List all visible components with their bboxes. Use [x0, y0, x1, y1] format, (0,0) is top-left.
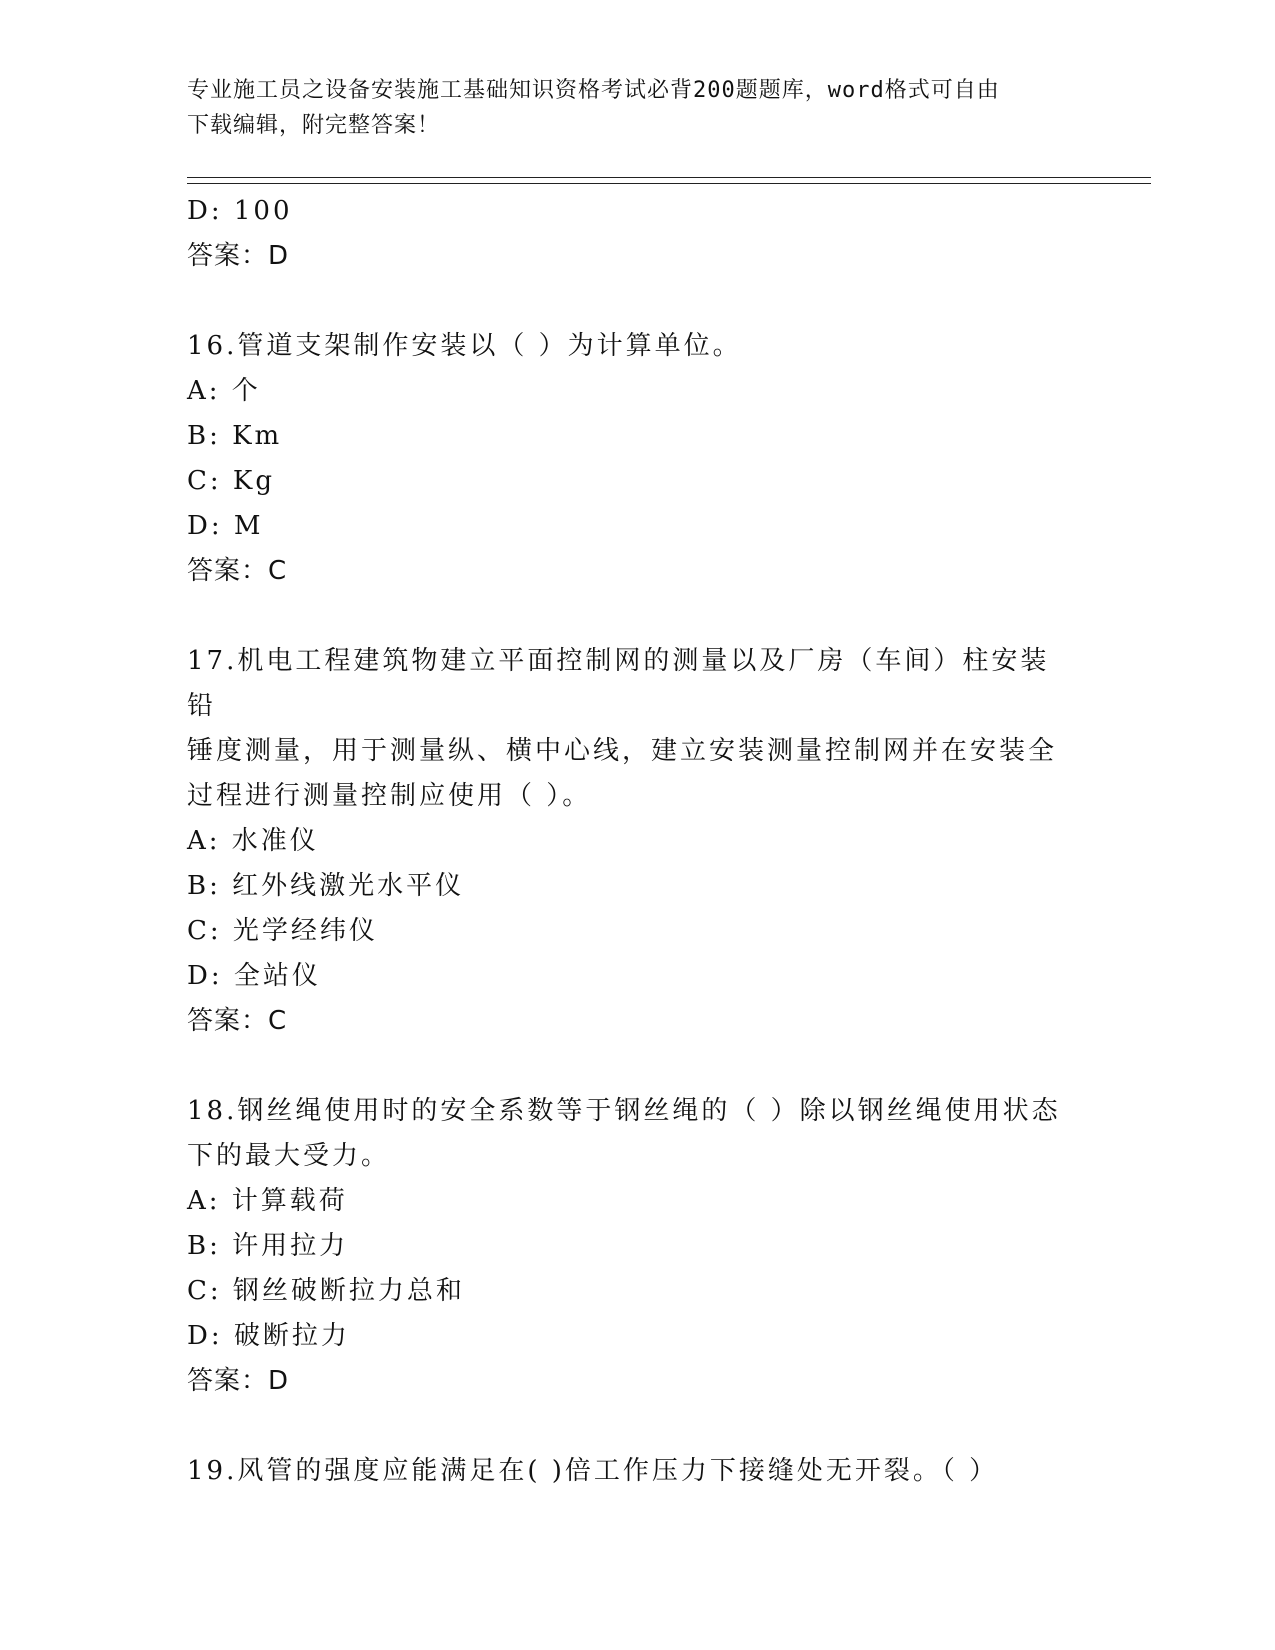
question-17-text-line-3: 过程进行测量控制应使用（ ）。	[187, 781, 592, 811]
question-19	[187, 1449, 1087, 1494]
question-18	[187, 1089, 1087, 1404]
prev-answer: 答案：D	[187, 241, 290, 271]
header-line-2: 下载编辑，附完整答案！	[187, 113, 441, 138]
question-16-option-a: A: 个	[187, 376, 261, 406]
header-line-1: 专业施工员之设备安装施工基础知识资格考试必背200题题库，word格式可自由	[187, 78, 1000, 103]
header-divider-bottom	[187, 183, 1151, 184]
question-content	[187, 189, 1087, 1494]
question-17-text-line-2: 锤度测量，用于测量纵、横中心线，建立安装测量控制网并在安装全	[187, 736, 1058, 766]
question-17-option-b: B: 红外线激光水平仪	[187, 871, 465, 901]
prev-option-d: D: 100	[187, 196, 293, 226]
question-17-text-line-1: 17.机电工程建筑物建立平面控制网的测量以及厂房（车间）柱安装铅	[187, 646, 1050, 721]
question-16	[187, 324, 1087, 594]
question-16-option-c: C: Kg	[187, 466, 275, 496]
spacer	[187, 1404, 1087, 1449]
question-16-option-d: D: M	[187, 511, 264, 541]
spacer	[187, 279, 1087, 324]
question-16-text: 16.管道支架制作安装以（ ）为计算单位。	[187, 331, 742, 361]
question-17-option-d: D: 全站仪	[187, 961, 321, 991]
question-17-option-a: A: 水准仪	[187, 826, 319, 856]
question-17	[187, 639, 1087, 1044]
question-16-option-b: B: Km	[187, 421, 283, 451]
question-19-text: 19.风管的强度应能满足在( )倍工作压力下接缝处无开裂。（ ）	[187, 1456, 999, 1486]
question-18-text-line-1: 18.钢丝绳使用时的安全系数等于钢丝绳的（ ）除以钢丝绳使用状态	[187, 1096, 1061, 1126]
question-18-option-c: C: 钢丝破断拉力总和	[187, 1276, 465, 1306]
page-header	[187, 73, 1067, 143]
question-18-answer: 答案：D	[187, 1366, 290, 1396]
question-16-answer: 答案：C	[187, 556, 288, 586]
spacer	[187, 594, 1087, 639]
header-divider-top	[187, 177, 1151, 178]
spacer	[187, 1044, 1087, 1089]
question-18-option-a: A: 计算载荷	[187, 1186, 348, 1216]
question-17-answer: 答案：C	[187, 1006, 288, 1036]
question-18-option-b: B: 许用拉力	[187, 1231, 349, 1261]
question-18-option-d: D: 破断拉力	[187, 1321, 350, 1351]
question-18-text-line-2: 下的最大受力。	[187, 1141, 391, 1171]
question-17-option-c: C: 光学经纬仪	[187, 916, 378, 946]
